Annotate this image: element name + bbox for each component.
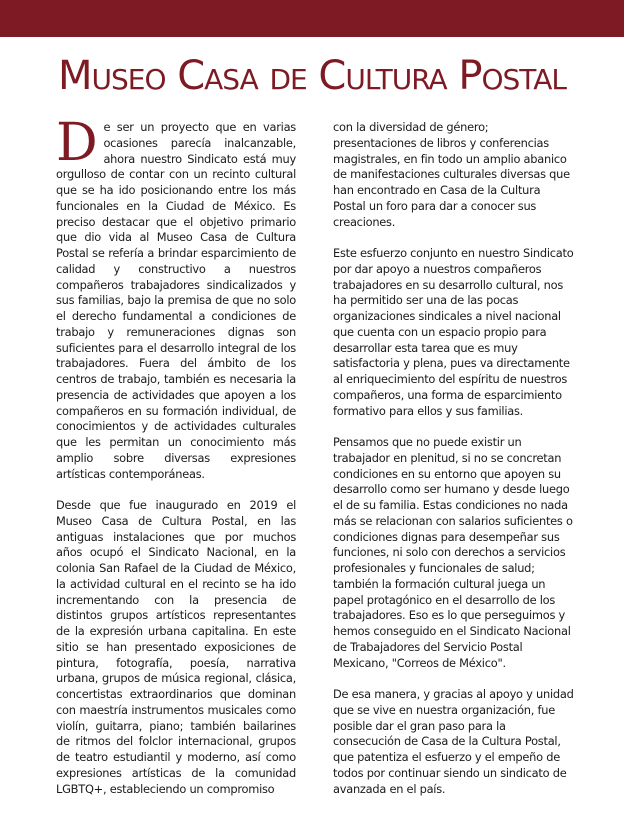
header-bar	[0, 0, 624, 37]
paragraph: Este esfuerzo conjunto en nuestro Sindicato por dar apoyo a nuestros compañeros trabajadores en su desarrollo cultural, nos ha permitido ser una de las pocas organizaciones sindicales a nivel nacional que cuenta con un espacio propio para desarrollar esta tarea que es muy satisfactoria y plena, pues va directamente al enriquecimiento del espíritu de nuestros compañeros, una forma de esparcimiento formativo para ellos y sus familias.	[333, 246, 574, 418]
drop-cap: D	[56, 113, 98, 173]
paragraph: Pensamos que no puede existir un trabajador en plenitud, si no se concretan condiciones en su entorno que apoyen su desarrollo como ser humano y desde luego el de su familia. Estas condiciones no nada más se relacionan con salarios suficientes o condiciones dignas para desempeñar sus funciones, ni solo con derechos a servicios profesionales y funcionales de salud; también la formación cultural juega un papel protagónico en el desarrollo de los trabajadores. Eso es lo que perseguimos y hemos conseguido en el Sindicato Nacional de Trabajadores del Servicio Postal Mexicano, "Correos de México".	[333, 435, 573, 670]
paragraph: con la diversidad de género; presentaciones de libros y conferencias magistrales, en fin todo un amplio abanico de manifestaciones culturales diversas que han encontrado en Casa de la Cultura Postal un foro para dar a conocer sus creaciones.	[333, 120, 570, 229]
paragraph-text: e ser un proyecto que en varias ocasiones parecía inalcanzable, ahora nuestro Sindicato está muy orgulloso de contar con un recinto cultural que se ha ido posicionando entre los más funcionales en la Ciudad de México. Es preciso destacar que el objetivo primario que dio vida al Museo Casa de Cultura Postal se refería a brindar esparcimiento de calidad y constructivo a nuestros compañeros trabajadores sindicalizados y sus familias, bajo la premisa de que no solo el derecho fundamental a condiciones de trabajo y remuneraciones dignas son suficientes para el desarrollo integral de los trabajadores. Fuera del ámbito de los centros de trabajo, también es necesaria la presencia de actividades que apoyen a los compañeros en su formación individual, de conocimientos y de actividades culturales que les permitan un conocimiento más amplio sobre diversas expresiones artísticas contemporáneas.	[56, 120, 296, 481]
paragraph	[56, 113, 296, 482]
page-title: Museo Casa de Cultura Postal	[57, 53, 566, 99]
paragraph: Desde que fue inaugurado en 2019 el Museo Casa de Cultura Postal, en las antiguas instalaciones que por muchos años ocupó el Sindicato Nacional, en la colonia San Rafael de la Ciudad de México, la actividad cultural en el recinto se ha ido incrementando con la presencia de distintos grupos artísticos representantes de la expresión urbana capitalina. En este sitio se han presentado exposiciones de pintura, fotografía, poesía, narrativa urbana, grupos de música regional, clásica, concertistas extraordinarios que dominan con maestría instrumentos musicales como violín, guitarra, piano; también bailarines de ritmos del folclor internacional, grupos de teatro estudiantil y moderno, así como expresiones artísticas de la comunidad LGBTQ+, estableciendo un compromiso	[56, 498, 296, 796]
paragraph: De esa manera, y gracias al apoyo y unidad que se vive en nuestra organización, fue posible dar el gran paso para la consecución de Casa de la Cultura Postal, que patentiza el esfuerzo y el empeño de todos por continuar siendo un sindicato de avanzada en el país.	[333, 687, 574, 796]
right-column	[333, 120, 575, 813]
left-column	[56, 113, 296, 813]
